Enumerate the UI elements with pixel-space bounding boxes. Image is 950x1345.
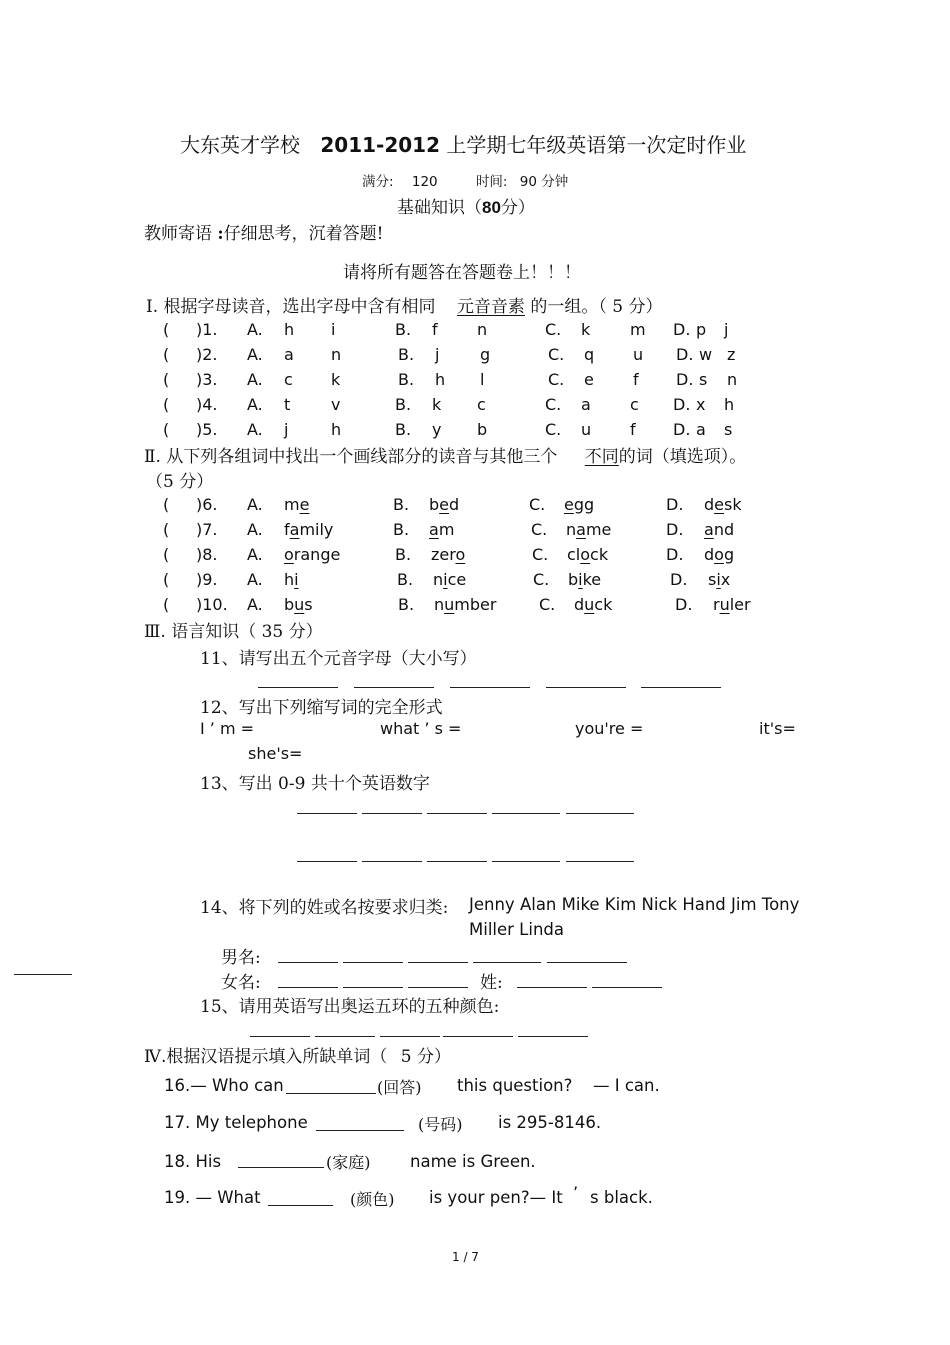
part1-row-2-c1: q xyxy=(584,345,595,364)
part2-row-4-num: )9. xyxy=(196,570,218,589)
part1-row-4-d2: h xyxy=(724,395,735,414)
part1-row-5-c: C. xyxy=(545,420,562,439)
part1-row-1-c: C. xyxy=(545,320,562,339)
word-part: me xyxy=(585,520,612,539)
word-part: n xyxy=(434,595,445,614)
part1-row-3-c1: e xyxy=(584,370,594,389)
q13-blank-7[interactable] xyxy=(362,861,422,862)
q11-blank-2[interactable] xyxy=(354,687,434,688)
part1-row-4-b2: c xyxy=(477,395,486,414)
part2-row-3-word-d xyxy=(704,545,734,564)
underlined-letter: u xyxy=(444,595,455,614)
q13-blank-1[interactable] xyxy=(297,813,357,814)
part2-row-2-a: A. xyxy=(247,520,263,539)
q19-apostrophe: ’ xyxy=(573,1183,579,1202)
male-blank-3[interactable] xyxy=(408,962,468,963)
part2-row-3-word-a xyxy=(284,545,340,564)
score-label: 满分: xyxy=(362,174,394,190)
underlined-letter: o xyxy=(455,545,466,564)
female-blank-1[interactable] xyxy=(278,987,338,988)
q11-blank-1[interactable] xyxy=(258,687,338,688)
part1-row-5-b2: b xyxy=(477,420,488,439)
q12-youre: you're = xyxy=(575,719,644,738)
part2-heading-underlined: 不同 xyxy=(584,447,619,467)
q13-blank-5[interactable] xyxy=(566,813,634,814)
underlined-letter: a xyxy=(704,520,714,539)
part4-heading xyxy=(144,1042,451,1067)
part1-row-3-b: B. xyxy=(398,370,415,389)
part2-row-4-b: B. xyxy=(397,570,414,589)
q14-text: 14、将下列的姓或名按要求归类: xyxy=(200,898,449,918)
part1-row-3-paren[interactable]: ( xyxy=(163,370,170,389)
part1-row-4-d: D. xyxy=(673,395,691,414)
word-part: m xyxy=(438,520,455,539)
part1-row-2-a: A. xyxy=(247,345,263,364)
part1-row-2-d: D. xyxy=(676,345,694,364)
part1-row-4-c1: a xyxy=(581,395,591,414)
q19-a: 19. — What xyxy=(164,1188,261,1207)
section-basic-num: 80 xyxy=(482,198,501,217)
underlined-letter: o xyxy=(284,545,294,564)
part1-row-2-b2: g xyxy=(480,345,491,364)
part2-row-3-word-c xyxy=(567,545,608,564)
part2-row-1-d: D. xyxy=(666,495,684,514)
female-blank-3[interactable] xyxy=(408,987,468,988)
q11-blank-5[interactable] xyxy=(641,687,721,688)
part1-row-2-a2: n xyxy=(331,345,342,364)
underlined-letter: o xyxy=(580,545,591,564)
word-part: s xyxy=(708,570,717,589)
part2-heading-line2: （5 分） xyxy=(146,472,214,492)
part1-row-5-num: )5. xyxy=(196,420,218,439)
section-basic-post: 分） xyxy=(500,198,535,218)
part2-row-2-b: B. xyxy=(393,520,410,539)
word-part: n xyxy=(433,570,444,589)
part1-row-5-b1: y xyxy=(432,420,442,439)
margin-line xyxy=(14,974,72,975)
q18-hint: (家庭) xyxy=(326,1153,371,1172)
part2-row-1-word-b xyxy=(429,495,459,514)
part2-row-3-paren[interactable]: ( xyxy=(163,545,170,564)
q16-a: 16.— Who can xyxy=(164,1076,284,1095)
part1-row-5-a1: j xyxy=(284,420,289,439)
part2-row-2-d: D. xyxy=(666,520,684,539)
part2-row-3-b: B. xyxy=(395,545,412,564)
part2-row-3-c: C. xyxy=(532,545,549,564)
q15-text: 15、请用英语写出奥运五环的五种颜色: xyxy=(200,997,500,1017)
word-part: r xyxy=(713,595,720,614)
part4-heading-post: 5 分） xyxy=(400,1047,452,1067)
part1-row-3-num: )3. xyxy=(196,370,218,389)
part1-row-3-a1: c xyxy=(284,370,293,389)
part1-row-1-d: D. xyxy=(673,320,691,339)
word-part: d xyxy=(449,495,460,514)
word-part: b xyxy=(568,570,579,589)
q14-names-line1: Jenny Alan Mike Kim Nick Hand Jim Tony xyxy=(469,895,800,914)
part2-row-2-word-d xyxy=(704,520,734,539)
word-part: d xyxy=(574,595,585,614)
q16-c: — I can. xyxy=(593,1076,660,1095)
part1-heading-underlined: 元音音素 xyxy=(456,297,525,317)
part1-row-2-num: )2. xyxy=(196,345,218,364)
part2-row-1-word-d xyxy=(704,495,742,514)
part1-row-4-a2: v xyxy=(331,395,341,414)
part1-row-4-d1: x xyxy=(696,395,706,414)
part1-row-5-d1: a xyxy=(696,420,706,439)
q15-blank-2[interactable] xyxy=(315,1036,375,1037)
q15-blank-4[interactable] xyxy=(443,1036,513,1037)
part1-row-3-b2: l xyxy=(480,370,485,389)
underlined-letter: i xyxy=(578,570,583,589)
q12-im: I ’ m = xyxy=(200,719,255,738)
q12-shes: she's= xyxy=(248,744,303,763)
q19-b: is your pen?— It xyxy=(429,1188,563,1207)
part2-row-1-paren[interactable]: ( xyxy=(163,495,170,514)
part1-row-5-d: D. xyxy=(673,420,691,439)
word-part: mily xyxy=(299,520,334,539)
underlined-letter: e xyxy=(714,495,724,514)
q15-blank-1[interactable] xyxy=(250,1036,310,1037)
part2-heading xyxy=(144,442,746,467)
q15-blank-5[interactable] xyxy=(518,1036,588,1037)
q13-blank-6[interactable] xyxy=(297,861,357,862)
part1-row-1-num: )1. xyxy=(196,320,218,339)
part2-row-4-word-b xyxy=(433,570,466,589)
word-part: n xyxy=(566,520,577,539)
male-label: 男名: xyxy=(221,948,261,968)
underlined-letter: a xyxy=(429,520,439,539)
male-blank-2[interactable] xyxy=(343,962,403,963)
word-part: ler xyxy=(729,595,751,614)
part2-row-5-a: A. xyxy=(247,595,263,614)
word-part: gg xyxy=(573,495,595,514)
underlined-letter: i xyxy=(443,570,448,589)
part2-row-1-word-c xyxy=(564,495,594,514)
page-number: 1 / 7 xyxy=(452,1250,479,1264)
q13-blank-3[interactable] xyxy=(427,813,487,814)
part2-row-5-num: )10. xyxy=(196,595,228,614)
part1-row-2-c2: u xyxy=(633,345,644,364)
part1-row-4-num: )4. xyxy=(196,395,218,414)
score-time-line xyxy=(362,170,568,190)
part2-row-4-word-c xyxy=(568,570,601,589)
part1-row-1-c2: m xyxy=(630,320,646,339)
part2-row-2-word-a xyxy=(284,520,333,539)
part1-row-5-c1: u xyxy=(581,420,592,439)
part1-row-5-a: A. xyxy=(247,420,263,439)
q12-its: it's= xyxy=(759,719,796,738)
part2-row-4-paren[interactable]: ( xyxy=(163,570,170,589)
q13-blank-4[interactable] xyxy=(492,813,560,814)
q16-hint: (回答) xyxy=(377,1078,422,1097)
part2-row-3-d: D. xyxy=(666,545,684,564)
part1-row-5-c2: f xyxy=(630,420,636,439)
underlined-letter: i xyxy=(294,570,299,589)
part2-row-5-b: B. xyxy=(398,595,415,614)
part2-row-5-paren[interactable]: ( xyxy=(163,595,170,614)
underlined-letter: a xyxy=(289,520,300,539)
part1-row-2-c: C. xyxy=(548,345,565,364)
part2-row-4-d: D. xyxy=(670,570,688,589)
word-part: ce xyxy=(447,570,467,589)
part1-heading xyxy=(146,292,662,317)
part2-row-1-c: C. xyxy=(529,495,546,514)
part1-row-1-paren[interactable]: ( xyxy=(163,320,170,339)
word-part: g xyxy=(723,545,735,564)
underlined-letter: e xyxy=(439,495,449,514)
part1-row-1-a2: i xyxy=(331,320,336,339)
part1-row-3-d: D. xyxy=(676,370,694,389)
part1-row-3-c: C. xyxy=(548,370,565,389)
part2-row-2-paren[interactable]: ( xyxy=(163,520,170,539)
q19-blank[interactable] xyxy=(268,1205,333,1206)
word-part: h xyxy=(284,570,295,589)
section-basic xyxy=(397,193,535,218)
part1-row-1-a: A. xyxy=(247,320,263,339)
part1-row-2-a1: a xyxy=(284,345,294,364)
q11-blank-4[interactable] xyxy=(546,687,626,688)
underlined-letter: e xyxy=(564,495,574,514)
teacher-label: 教师寄语 xyxy=(144,224,212,244)
time-label: 时间: xyxy=(475,174,508,190)
q17-blank[interactable] xyxy=(316,1130,404,1131)
q11-blank-3[interactable] xyxy=(450,687,530,688)
part2-row-2-c: C. xyxy=(531,520,548,539)
q18-blank[interactable] xyxy=(238,1167,324,1168)
male-blank-1[interactable] xyxy=(278,962,338,963)
q13-blank-9[interactable] xyxy=(492,861,560,862)
male-blank-5[interactable] xyxy=(547,962,627,963)
part2-row-2-word-b xyxy=(429,520,454,539)
q17-hint: (号码) xyxy=(418,1115,463,1134)
part2-row-3-num: )8. xyxy=(196,545,218,564)
part1-row-1-b2: n xyxy=(477,320,488,339)
part1-row-2-paren[interactable]: ( xyxy=(163,345,170,364)
score-value: 120 xyxy=(411,174,438,190)
part1-row-4-c2: c xyxy=(630,395,639,414)
teacher-text: 仔细思考，沉着答题! xyxy=(223,224,384,244)
part1-row-1-c1: k xyxy=(581,320,591,339)
q14-names-line2: Miller Linda xyxy=(469,920,564,939)
word-part: x xyxy=(720,570,731,589)
part1-row-4-paren[interactable]: ( xyxy=(163,395,170,414)
part2-row-1-b: B. xyxy=(393,495,410,514)
part2-row-1-a: A. xyxy=(247,495,263,514)
male-blank-4[interactable] xyxy=(473,962,541,963)
q11-text: 11、请写出五个元音字母（大小写） xyxy=(200,649,477,669)
part1-row-3-d2: n xyxy=(727,370,738,389)
part2-row-5-word-a xyxy=(284,595,313,614)
word-part: b xyxy=(284,595,295,614)
part2-row-5-d: D. xyxy=(675,595,693,614)
q16-b: this question? xyxy=(457,1076,573,1095)
part1-row-2-b1: j xyxy=(435,345,440,364)
surname-blank-1[interactable] xyxy=(517,987,587,988)
underlined-letter: e xyxy=(299,495,310,514)
q13-blank-2[interactable] xyxy=(362,813,422,814)
part1-row-2-d2: z xyxy=(727,345,736,364)
word-part: mber xyxy=(454,595,497,614)
word-part: s xyxy=(304,595,313,614)
q12-whats: what ’ s = xyxy=(380,719,462,738)
q16-blank[interactable] xyxy=(286,1093,376,1094)
part2-row-3-word-b xyxy=(431,545,465,564)
part1-row-5-a2: h xyxy=(331,420,342,439)
part2-row-5-word-d xyxy=(713,595,751,614)
document-title xyxy=(180,129,746,158)
part2-row-4-c: C. xyxy=(533,570,550,589)
part3-heading: Ⅲ. 语言知识（ 35 分） xyxy=(144,622,323,642)
word-part: nd xyxy=(713,520,735,539)
part2-row-5-word-c xyxy=(574,595,612,614)
title-school: 大东英才学校 xyxy=(180,133,300,157)
part1-row-3-b1: h xyxy=(435,370,446,389)
word-part: ck xyxy=(594,595,613,614)
word-part: d xyxy=(704,495,715,514)
part2-row-5-word-b xyxy=(434,595,496,614)
word-part: range xyxy=(293,545,341,564)
word-part: cl xyxy=(567,545,581,564)
surname-blank-2[interactable] xyxy=(592,987,662,988)
underlined-letter: u xyxy=(294,595,305,614)
part1-row-2-b: B. xyxy=(398,345,415,364)
part2-row-2-num: )7. xyxy=(196,520,218,539)
part1-row-4-c: C. xyxy=(545,395,562,414)
part1-row-5-b: B. xyxy=(395,420,412,439)
surname-label: 姓: xyxy=(480,973,503,993)
q13-blank-8[interactable] xyxy=(427,861,487,862)
part1-row-4-b: B. xyxy=(395,395,412,414)
part1-row-4-a: A. xyxy=(247,395,263,414)
underlined-letter: u xyxy=(719,595,730,614)
part1-row-1-b1: f xyxy=(432,320,438,339)
underlined-letter: o xyxy=(714,545,724,564)
female-label: 女名: xyxy=(221,973,261,993)
part2-row-4-word-a xyxy=(284,570,299,589)
part2-heading-pre: Ⅱ. 从下列各组词中找出一个画线部分的读音与其他三个 xyxy=(144,447,558,467)
part1-row-2-d1: w xyxy=(699,345,713,364)
word-part: m xyxy=(284,495,300,514)
answer-notice: 请将所有题答在答题卷上！！！ xyxy=(343,263,581,283)
q13-text: 13、写出 0-9 共十个英语数字 xyxy=(200,774,430,794)
word-part: f xyxy=(284,520,290,539)
title-rest: 上学期七年级英语第一次定时作业 xyxy=(446,133,747,157)
section-basic-pre: 基础知识（ xyxy=(397,198,482,218)
word-part: ck xyxy=(590,545,609,564)
q17-a: 17. My telephone xyxy=(164,1113,308,1132)
q17-b: is 295-8146. xyxy=(498,1113,602,1132)
q18-b: name is Green. xyxy=(410,1152,536,1171)
part1-row-4-a1: t xyxy=(284,395,291,414)
part1-row-3-d1: s xyxy=(699,370,708,389)
q19-hint: (颜色) xyxy=(350,1190,395,1209)
q12-text: 12、写出下列缩写词的完全形式 xyxy=(200,698,443,718)
part2-row-1-word-a xyxy=(284,495,309,514)
q15-blank-3[interactable] xyxy=(380,1036,440,1037)
underlined-letter: a xyxy=(576,520,586,539)
part1-row-1-d1: p xyxy=(696,320,707,339)
title-years: 2011-2012 xyxy=(320,133,440,157)
word-part: zer xyxy=(431,545,456,564)
word-part: ke xyxy=(582,570,602,589)
underlined-letter: u xyxy=(584,595,595,614)
part1-heading-pre: Ⅰ. 根据字母读音，选出字母中含有相同 xyxy=(146,297,436,317)
q19-d: s black. xyxy=(590,1188,653,1207)
part2-row-4-word-d xyxy=(708,570,730,589)
part1-row-1-a1: h xyxy=(284,320,295,339)
part1-row-1-d2: j xyxy=(724,320,729,339)
word-part: d xyxy=(704,545,715,564)
underlined-letter: i xyxy=(716,570,721,589)
q13-blank-10[interactable] xyxy=(566,861,634,862)
part2-row-3-a: A. xyxy=(247,545,263,564)
part1-row-5-paren[interactable]: ( xyxy=(163,420,170,439)
part1-row-4-b1: k xyxy=(432,395,442,414)
part1-row-1-b: B. xyxy=(395,320,412,339)
part1-row-5-d2: s xyxy=(724,420,733,439)
word-part: sk xyxy=(724,495,742,514)
part2-row-2-word-c xyxy=(566,520,611,539)
q18-a: 18. His xyxy=(164,1152,222,1171)
part2-row-1-num: )6. xyxy=(196,495,218,514)
part4-heading-pre: Ⅳ.根据汉语提示填入所缺单词（ xyxy=(144,1047,388,1067)
part2-heading-post: 的词（填选项）。 xyxy=(618,447,747,467)
teacher-message xyxy=(144,219,384,244)
female-blank-2[interactable] xyxy=(343,987,403,988)
part1-row-3-a: A. xyxy=(247,370,263,389)
part2-row-4-a: A. xyxy=(247,570,263,589)
word-part: b xyxy=(429,495,440,514)
teacher-colon: : xyxy=(217,224,224,244)
part2-row-5-c: C. xyxy=(539,595,556,614)
part1-row-3-c2: f xyxy=(633,370,639,389)
part1-row-3-a2: k xyxy=(331,370,341,389)
time-value: 90 分钟 xyxy=(519,174,569,190)
part1-heading-post: 的一组。（ 5 分） xyxy=(530,297,663,317)
